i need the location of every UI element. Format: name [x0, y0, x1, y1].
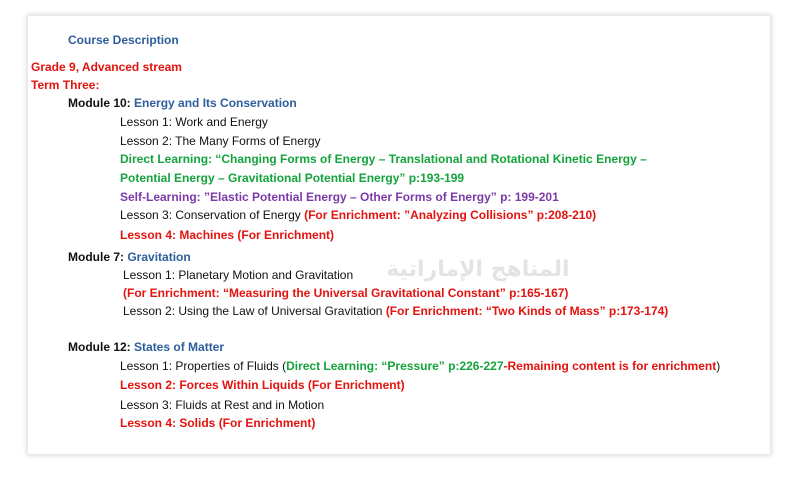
- module-10-lesson-2: Lesson 2: The Many Forms of Energy: [120, 134, 321, 148]
- svg-text:المناهج الإماراتية: المناهج الإماراتية: [386, 257, 570, 282]
- module-10-direct-learning-line-2: Potential Energy – Gravitational Potential Energy” p:193-199: [120, 171, 465, 185]
- module-12-lesson-2: Lesson 2: Forces Within Liquids (For Enrichment): [120, 378, 405, 392]
- module-10-label: Module 10:: [68, 96, 135, 110]
- module-10-lesson-1: Lesson 1: Work and Energy: [120, 115, 268, 129]
- watermark-logo: [386, 244, 570, 292]
- module-7-label: Module 7:: [68, 250, 128, 264]
- module-12-lesson-1-title: Lesson 1: Properties of Fluids (: [120, 359, 287, 373]
- module-10-direct-learning-line-1: Direct Learning: “Changing Forms of Energy – Translational and Rotational Kinetic Energy –: [120, 152, 647, 166]
- module-10-lesson-4: Lesson 4: Machines (For Enrichment): [120, 228, 335, 242]
- module-12-lesson-4: Lesson 4: Solids (For Enrichment): [120, 416, 316, 430]
- module-12-heading: [68, 340, 224, 354]
- module-7-heading: [68, 250, 191, 264]
- document-page: [28, 16, 770, 454]
- page-title: Course Description: [68, 33, 179, 47]
- term-heading: Term Three:: [31, 78, 100, 92]
- module-7-lesson-2-title: Lesson 2: Using the Law of Universal Gravitation: [123, 304, 386, 318]
- module-7-lesson-2: [123, 304, 668, 318]
- module-10-name: Energy and Its Conservation: [134, 96, 297, 110]
- module-7-name: Gravitation: [127, 250, 191, 264]
- module-12-lesson-1-close: ): [716, 359, 721, 373]
- module-12-lesson-1: [120, 359, 720, 373]
- module-7-lesson-1-enrichment: (For Enrichment: “Measuring the Universal Gravitational Constant” p:165-167): [123, 286, 569, 300]
- module-12-name: States of Matter: [134, 340, 225, 354]
- module-7-lesson-1: Lesson 1: Planetary Motion and Gravitation: [123, 268, 354, 282]
- module-10-self-learning: Self-Learning: ”Elastic Potential Energy – Other Forms of Energy” p: 199-201: [120, 190, 559, 204]
- module-12-lesson-3: Lesson 3: Fluids at Rest and in Motion: [120, 398, 325, 412]
- module-12-lesson-1-enrichment: Remaining content is for enrichment: [507, 359, 717, 373]
- module-12-lesson-1-dash: -: [503, 359, 508, 373]
- module-10-lesson-3-title: Lesson 3: Conservation of Energy: [120, 208, 305, 222]
- module-7-lesson-2-enrichment: (For Enrichment: “Two Kinds of Mass” p:173-174): [385, 304, 669, 318]
- module-10-heading: [68, 96, 297, 110]
- module-10-lesson-3-enrichment: (For Enrichment: ”Analyzing Collisions” p:208-210): [304, 208, 597, 222]
- module-12-label: Module 12:: [68, 340, 135, 354]
- grade-heading: Grade 9, Advanced stream: [31, 60, 182, 74]
- module-12-lesson-1-direct-learning: Direct Learning: “Pressure” p:226-227: [286, 359, 504, 373]
- module-10-lesson-3: [120, 208, 596, 222]
